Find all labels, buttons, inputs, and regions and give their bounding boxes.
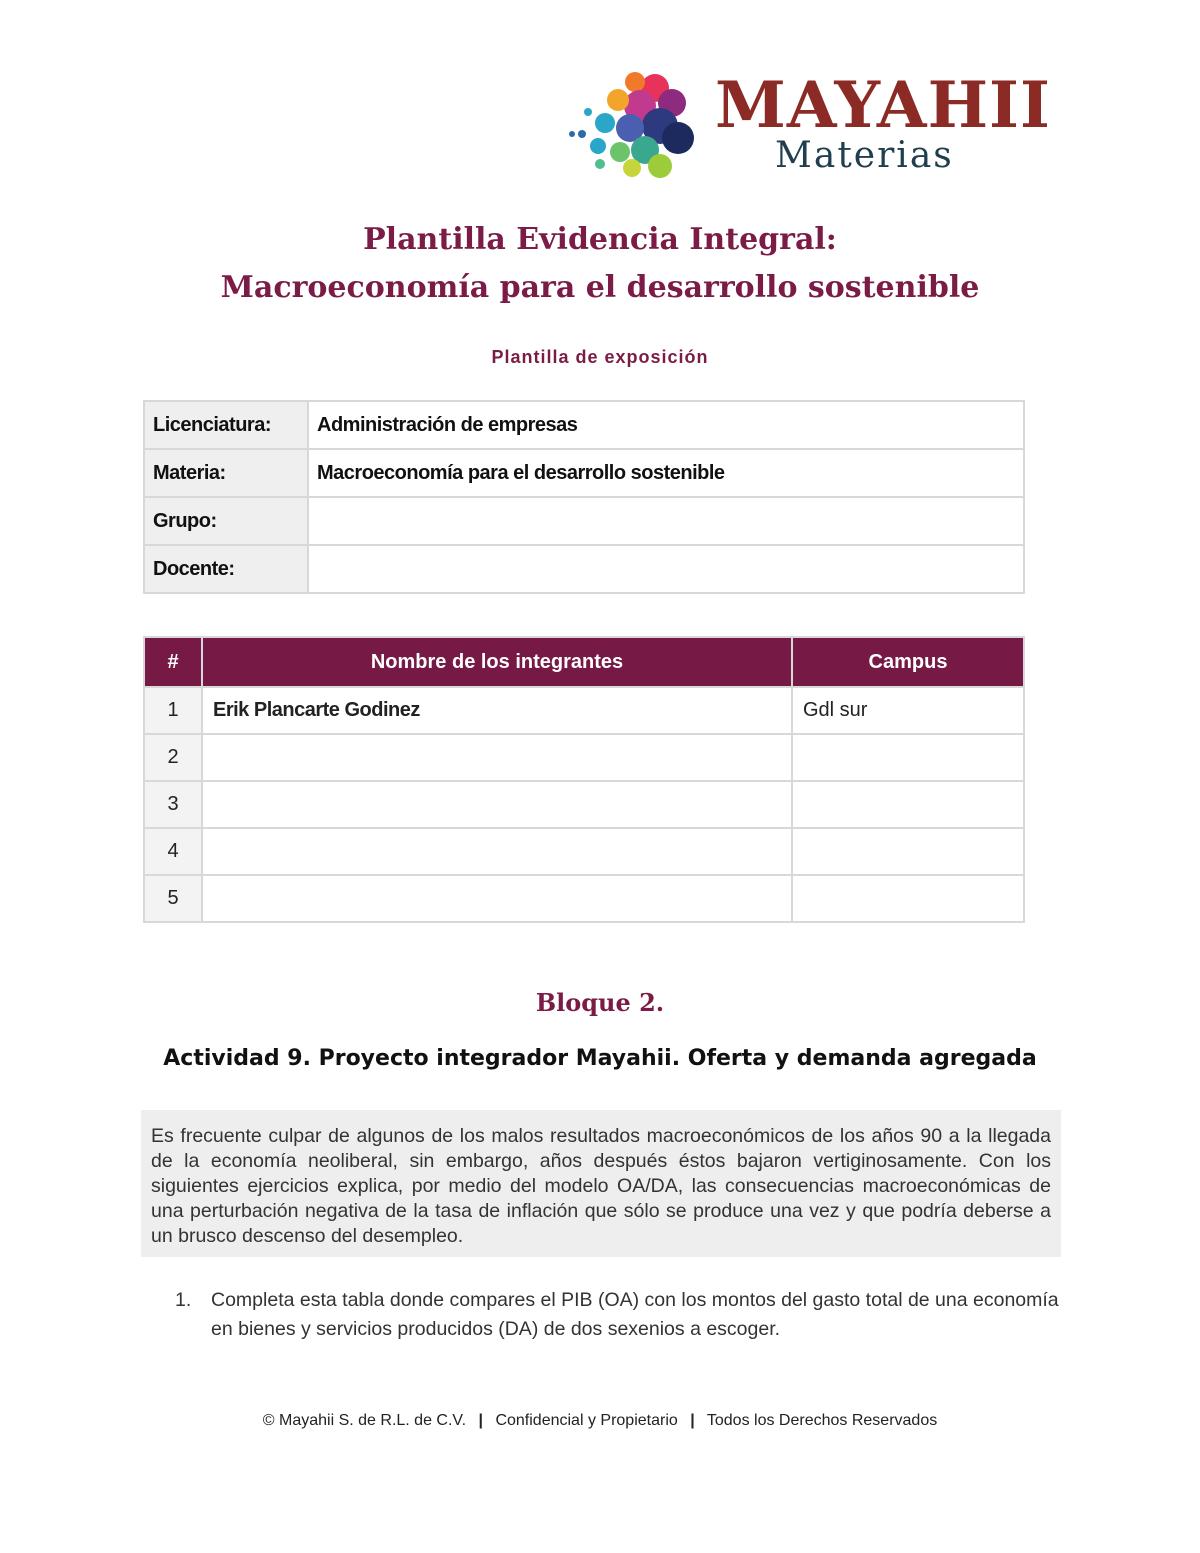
members-table xyxy=(143,636,1025,923)
logo-brand: MAYAHII xyxy=(715,68,1051,143)
header-campus: Campus xyxy=(792,637,1024,687)
info-label: Licenciatura: xyxy=(144,401,308,449)
list-item xyxy=(175,1286,1060,1344)
header-num: # xyxy=(144,637,202,687)
row-number: 2 xyxy=(144,734,202,781)
member-campus[interactable] xyxy=(792,828,1024,875)
info-table xyxy=(143,400,1025,594)
logo-subtitle: Materias xyxy=(775,135,954,176)
info-value[interactable] xyxy=(308,497,1024,545)
member-name[interactable]: Erik Plancarte Godinez xyxy=(202,687,792,734)
row-number: 3 xyxy=(144,781,202,828)
member-name[interactable] xyxy=(202,828,792,875)
member-campus[interactable]: Gdl sur xyxy=(792,687,1024,734)
member-campus[interactable] xyxy=(792,875,1024,922)
info-value[interactable]: Macroeconomía para el desarrollo sostenible xyxy=(308,449,1024,497)
member-name[interactable] xyxy=(202,734,792,781)
logo xyxy=(560,68,1050,183)
member-campus[interactable] xyxy=(792,781,1024,828)
table-row xyxy=(144,497,1024,545)
table-row xyxy=(144,401,1024,449)
table-row xyxy=(144,734,1024,781)
footer-confidential: Confidencial y Propietario xyxy=(495,1412,678,1429)
info-value[interactable] xyxy=(308,545,1024,593)
member-name[interactable] xyxy=(202,875,792,922)
member-campus[interactable] xyxy=(792,734,1024,781)
table-row xyxy=(144,449,1024,497)
row-number: 1 xyxy=(144,687,202,734)
intro-paragraph: Es frecuente culpar de algunos de los malos resultados macroeconómicos de los años 90 a la llegada de la economía neoliberal, sin embargo, años después éstos bajaron vertiginosamente. Con los siguientes ejercicios explica, por medio del modelo OA/DA, las consecuencias macroeconómicas de una perturbación negativa de la tasa de inflación que sólo se produce una vez y que podría deberse a un brusco descenso del desempleo. xyxy=(141,1110,1061,1257)
list-item-number: 1. xyxy=(175,1289,192,1311)
info-label: Materia: xyxy=(144,449,308,497)
row-number: 5 xyxy=(144,875,202,922)
info-label: Docente: xyxy=(144,545,308,593)
info-value[interactable]: Administración de empresas xyxy=(308,401,1024,449)
table-row xyxy=(144,687,1024,734)
table-row xyxy=(144,828,1024,875)
table-header-row xyxy=(144,637,1024,687)
table-row xyxy=(144,875,1024,922)
page-subtitle: Plantilla de exposición xyxy=(491,347,709,367)
footer-separator: | xyxy=(690,1412,695,1429)
row-number: 4 xyxy=(144,828,202,875)
header-name: Nombre de los integrantes xyxy=(202,637,792,687)
page-title: Plantilla Evidencia Integral: xyxy=(363,222,837,257)
footer-copyright: © Mayahii S. de R.L. de C.V. xyxy=(262,1412,467,1429)
footer xyxy=(0,1412,1200,1430)
table-row xyxy=(144,781,1024,828)
info-label: Grupo: xyxy=(144,497,308,545)
footer-separator: | xyxy=(478,1412,483,1429)
member-name[interactable] xyxy=(202,781,792,828)
block-heading: Bloque 2. xyxy=(535,988,665,1017)
footer-rights: Todos los Derechos Reservados xyxy=(706,1412,938,1429)
table-row xyxy=(144,545,1024,593)
logo-mark-icon xyxy=(560,68,710,183)
page-title-subject: Macroeconomía para el desarrollo sostenible xyxy=(220,270,980,305)
activity-heading: Actividad 9. Proyecto integrador Mayahii. Oferta y demanda agregada xyxy=(163,1046,1037,1071)
list-item-text: Completa esta tabla donde compares el PIB (OA) con los montos del gasto total de una economía en bienes y servicios producidos (DA) de dos sexenios a escoger. xyxy=(211,1289,1059,1340)
